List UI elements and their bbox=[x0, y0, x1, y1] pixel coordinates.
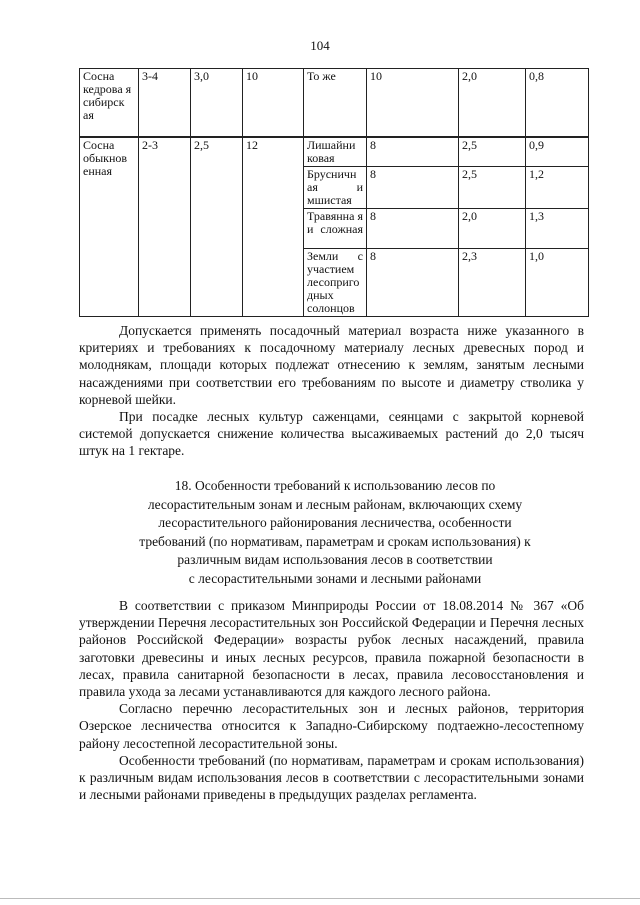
table-cell: 8 bbox=[367, 208, 459, 248]
heading-line: с лесорастительными зонами и лесными районами bbox=[188, 570, 482, 586]
table-row bbox=[80, 69, 589, 137]
table-cell: 1,3 bbox=[526, 208, 589, 248]
intro-text bbox=[79, 322, 584, 460]
forest-data-table bbox=[79, 68, 589, 317]
table-cell: 0,8 bbox=[526, 69, 589, 137]
paragraph: В соответствии с приказом Минприроды России от 18.08.2014 № 367 «Об утверждении Перечня лесорастительных зон Российской Федерации и Перечня лесных районов Российской Федерации» возрасты рубок лесных насаждений, правила заготовки древесины и иных лесных ресурсов, правила пожарной безопасности в лесах, правила санитарной безопасности в лесах, правила лесовосстановления и правила ухода за лесами устанавливаются для каждого лесного района. bbox=[79, 598, 584, 700]
table-cell: 8 bbox=[367, 166, 459, 208]
page-edge-divider bbox=[0, 898, 640, 899]
table-cell: 2,0 bbox=[459, 208, 526, 248]
table-cell: 10 bbox=[243, 69, 304, 137]
page-number: 104 bbox=[310, 38, 330, 53]
species-cell: Сосна обыкнов енная bbox=[80, 137, 139, 317]
table-cell: 12 bbox=[243, 137, 304, 317]
table-cell: 2,5 bbox=[459, 166, 526, 208]
table-cell: 3,0 bbox=[191, 69, 243, 137]
heading-line: требований (по нормативам, параметрам и срокам использования) к bbox=[139, 533, 531, 549]
table-row bbox=[80, 137, 589, 167]
table-cell: 0,9 bbox=[526, 137, 589, 167]
body-text bbox=[79, 597, 584, 803]
heading-line: различным видам использования лесов в соответствии bbox=[177, 552, 493, 567]
table-cell: 10 bbox=[367, 69, 459, 137]
paragraph: При посадке лесных культур саженцами, сеянцами с закрытой корневой системой допускается снижение количества высаживаемых растений до 2,0 тысяч штук на 1 гектаре. bbox=[79, 409, 584, 459]
table-cell: 2,0 bbox=[459, 69, 526, 137]
paragraph: Особенности требований (по нормативам, параметрам и срокам использования) к различным видам использования лесов в соответствии с лесорастительными зонами и лесными районами приведены в предыдущих разделах регламента. bbox=[79, 752, 584, 803]
table-cell: 2,5 bbox=[459, 137, 526, 167]
table-cell: 1,0 bbox=[526, 248, 589, 316]
species-cell: Сосна кедрова я сибирск ая bbox=[80, 69, 139, 137]
heading-line: 18. Особенности требований к использованию лесов по bbox=[174, 478, 496, 493]
table-cell: 2,5 bbox=[191, 137, 243, 317]
paragraph: Допускается применять посадочный материал возраста ниже указанного в критериях и требованиях к посадочному материалу лесных древесных пород и молоднякам, площади которых подлежат отнесению к землям, занятым лесными насаждениями при соответствии его требованиям по высоте и диаметру стволика у корневой шейки. bbox=[79, 323, 584, 407]
age-class-cell: 3-4 bbox=[139, 69, 191, 137]
paragraph: Согласно перечню лесорастительных зон и лесных районов, территория Озерское лесничества относится к Западно-Сибирскому подтаежно-лесостепному району лесостепной лесорастительной зоны. bbox=[79, 701, 584, 751]
forest-type-cell: Травянна я и сложная bbox=[304, 208, 367, 248]
table-cell: 2,3 bbox=[459, 248, 526, 316]
forest-type-cell: Земли с участием лесоприго дных солонцов bbox=[304, 248, 367, 316]
section-heading bbox=[100, 477, 570, 588]
table-cell: 1,2 bbox=[526, 166, 589, 208]
table-cell: 8 bbox=[367, 137, 459, 167]
age-class-cell: 2-3 bbox=[139, 137, 191, 317]
heading-line: лесорастительным зонам и лесным районам, включающих схему bbox=[147, 496, 523, 512]
forest-type-cell: Брусничн ая и мшистая bbox=[304, 166, 367, 208]
forest-type-cell: То же bbox=[304, 69, 367, 137]
heading-line: лесорастительного районирования лесничества, особенности bbox=[158, 515, 512, 530]
table-cell: 8 bbox=[367, 248, 459, 316]
forest-type-cell: Лишайни ковая bbox=[304, 137, 367, 167]
